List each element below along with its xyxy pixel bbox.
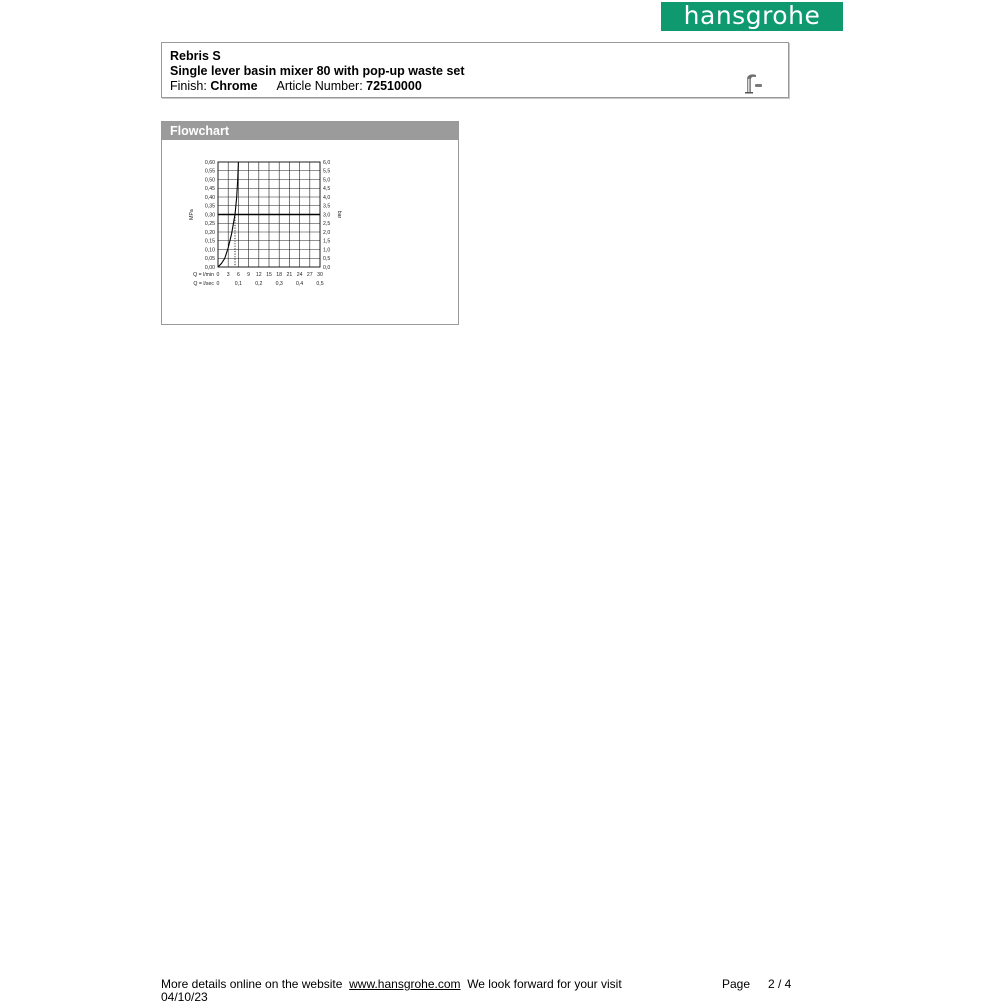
x-tick-label-lsec: 0 — [216, 281, 220, 287]
x-axis-label-lsec: Q = l/sec — [193, 281, 214, 287]
finish-value: Chrome — [210, 79, 258, 93]
y-tick-label-left: 0,55 — [204, 168, 215, 175]
y-tick-label-left: 0,05 — [204, 256, 215, 263]
article-label: Article Number: — [276, 79, 363, 93]
y-tick-label-left: 0,20 — [204, 229, 215, 236]
y-tick-label-right: 3,5 — [323, 203, 331, 210]
flow-pressure-chart — [162, 140, 458, 324]
x-tick-label-lmin: 15 — [266, 272, 272, 278]
x-tick-label-lmin: 21 — [286, 272, 293, 278]
x-tick-label-lsec: 0,4 — [295, 281, 304, 287]
hansgrohe-logo — [661, 2, 843, 31]
y-tick-label-right: 5,0 — [323, 177, 331, 184]
product-description: Single lever basin mixer 80 with pop-up waste set — [170, 64, 465, 78]
footer-text-after: We look forward for your visit — [467, 977, 622, 991]
x-tick-label-lmin: 27 — [306, 272, 313, 278]
x-tick-label-lmin: 18 — [276, 272, 283, 278]
flowchart-panel — [161, 121, 459, 325]
x-tick-label-lmin: 3 — [226, 272, 230, 278]
page-label: Page — [722, 977, 751, 991]
y-tick-label-left: 0,40 — [204, 194, 215, 201]
page-number: 2 / 4 — [768, 977, 792, 991]
y-tick-label-right: 4,5 — [323, 186, 331, 193]
x-tick-label-lsec: 0,1 — [234, 281, 243, 287]
product-header — [161, 42, 789, 98]
y-tick-label-left: 0,00 — [204, 264, 215, 271]
x-tick-label-lmin: 12 — [255, 272, 262, 278]
y-tick-label-right: 2,0 — [323, 229, 331, 236]
product-name: Rebris S — [170, 49, 221, 63]
y-axis-unit-left: MPa — [189, 209, 195, 220]
x-tick-label-lsec: 0,3 — [275, 281, 283, 287]
y-tick-label-right: 4,0 — [323, 194, 331, 201]
x-tick-label-lmin: 24 — [296, 272, 303, 278]
x-tick-label-lsec: 0,5 — [316, 281, 324, 287]
y-tick-label-left: 0,10 — [204, 247, 215, 254]
flowchart-title: Flowchart — [162, 122, 458, 140]
x-axis-label-lmin: Q = l/min — [193, 272, 214, 278]
y-tick-label-left: 0,35 — [204, 203, 215, 210]
x-tick-label-lmin: 9 — [247, 272, 251, 278]
y-tick-label-left: 0,50 — [204, 177, 215, 184]
footer-date: 04/10/23 — [161, 990, 208, 1004]
y-tick-label-right: 0,0 — [323, 264, 331, 271]
y-tick-label-right: 3,0 — [323, 212, 331, 219]
website-link[interactable]: www.hansgrohe.com — [349, 977, 461, 991]
y-tick-label-right: 1,0 — [323, 247, 331, 254]
y-tick-label-right: 0,5 — [323, 256, 331, 263]
x-tick-label-lmin: 6 — [236, 272, 240, 278]
footer-website-note — [161, 977, 622, 991]
x-tick-label-lmin: 0 — [216, 272, 220, 278]
product-details — [170, 79, 422, 93]
x-tick-label-lmin: 30 — [317, 272, 323, 278]
logo-text: hansgrohe — [683, 1, 821, 30]
y-axis-unit-right: bar — [336, 210, 342, 219]
y-tick-label-right: 2,5 — [323, 221, 331, 228]
y-tick-label-right: 6,0 — [323, 159, 331, 166]
footer-text-before: More details online on the website — [161, 977, 343, 991]
y-tick-label-left: 0,25 — [204, 221, 215, 228]
y-tick-label-left: 0,30 — [204, 212, 215, 219]
y-tick-label-left: 0,15 — [204, 238, 215, 245]
y-tick-label-left: 0,60 — [204, 159, 215, 166]
finish-label: Finish: — [170, 79, 207, 93]
y-tick-label-left: 0,45 — [204, 186, 215, 193]
basin-mixer-icon — [742, 70, 766, 94]
x-tick-label-lsec: 0,2 — [255, 281, 263, 287]
y-tick-label-right: 1,5 — [323, 238, 331, 245]
article-value: 72510000 — [366, 79, 422, 93]
y-tick-label-right: 5,5 — [323, 168, 331, 175]
